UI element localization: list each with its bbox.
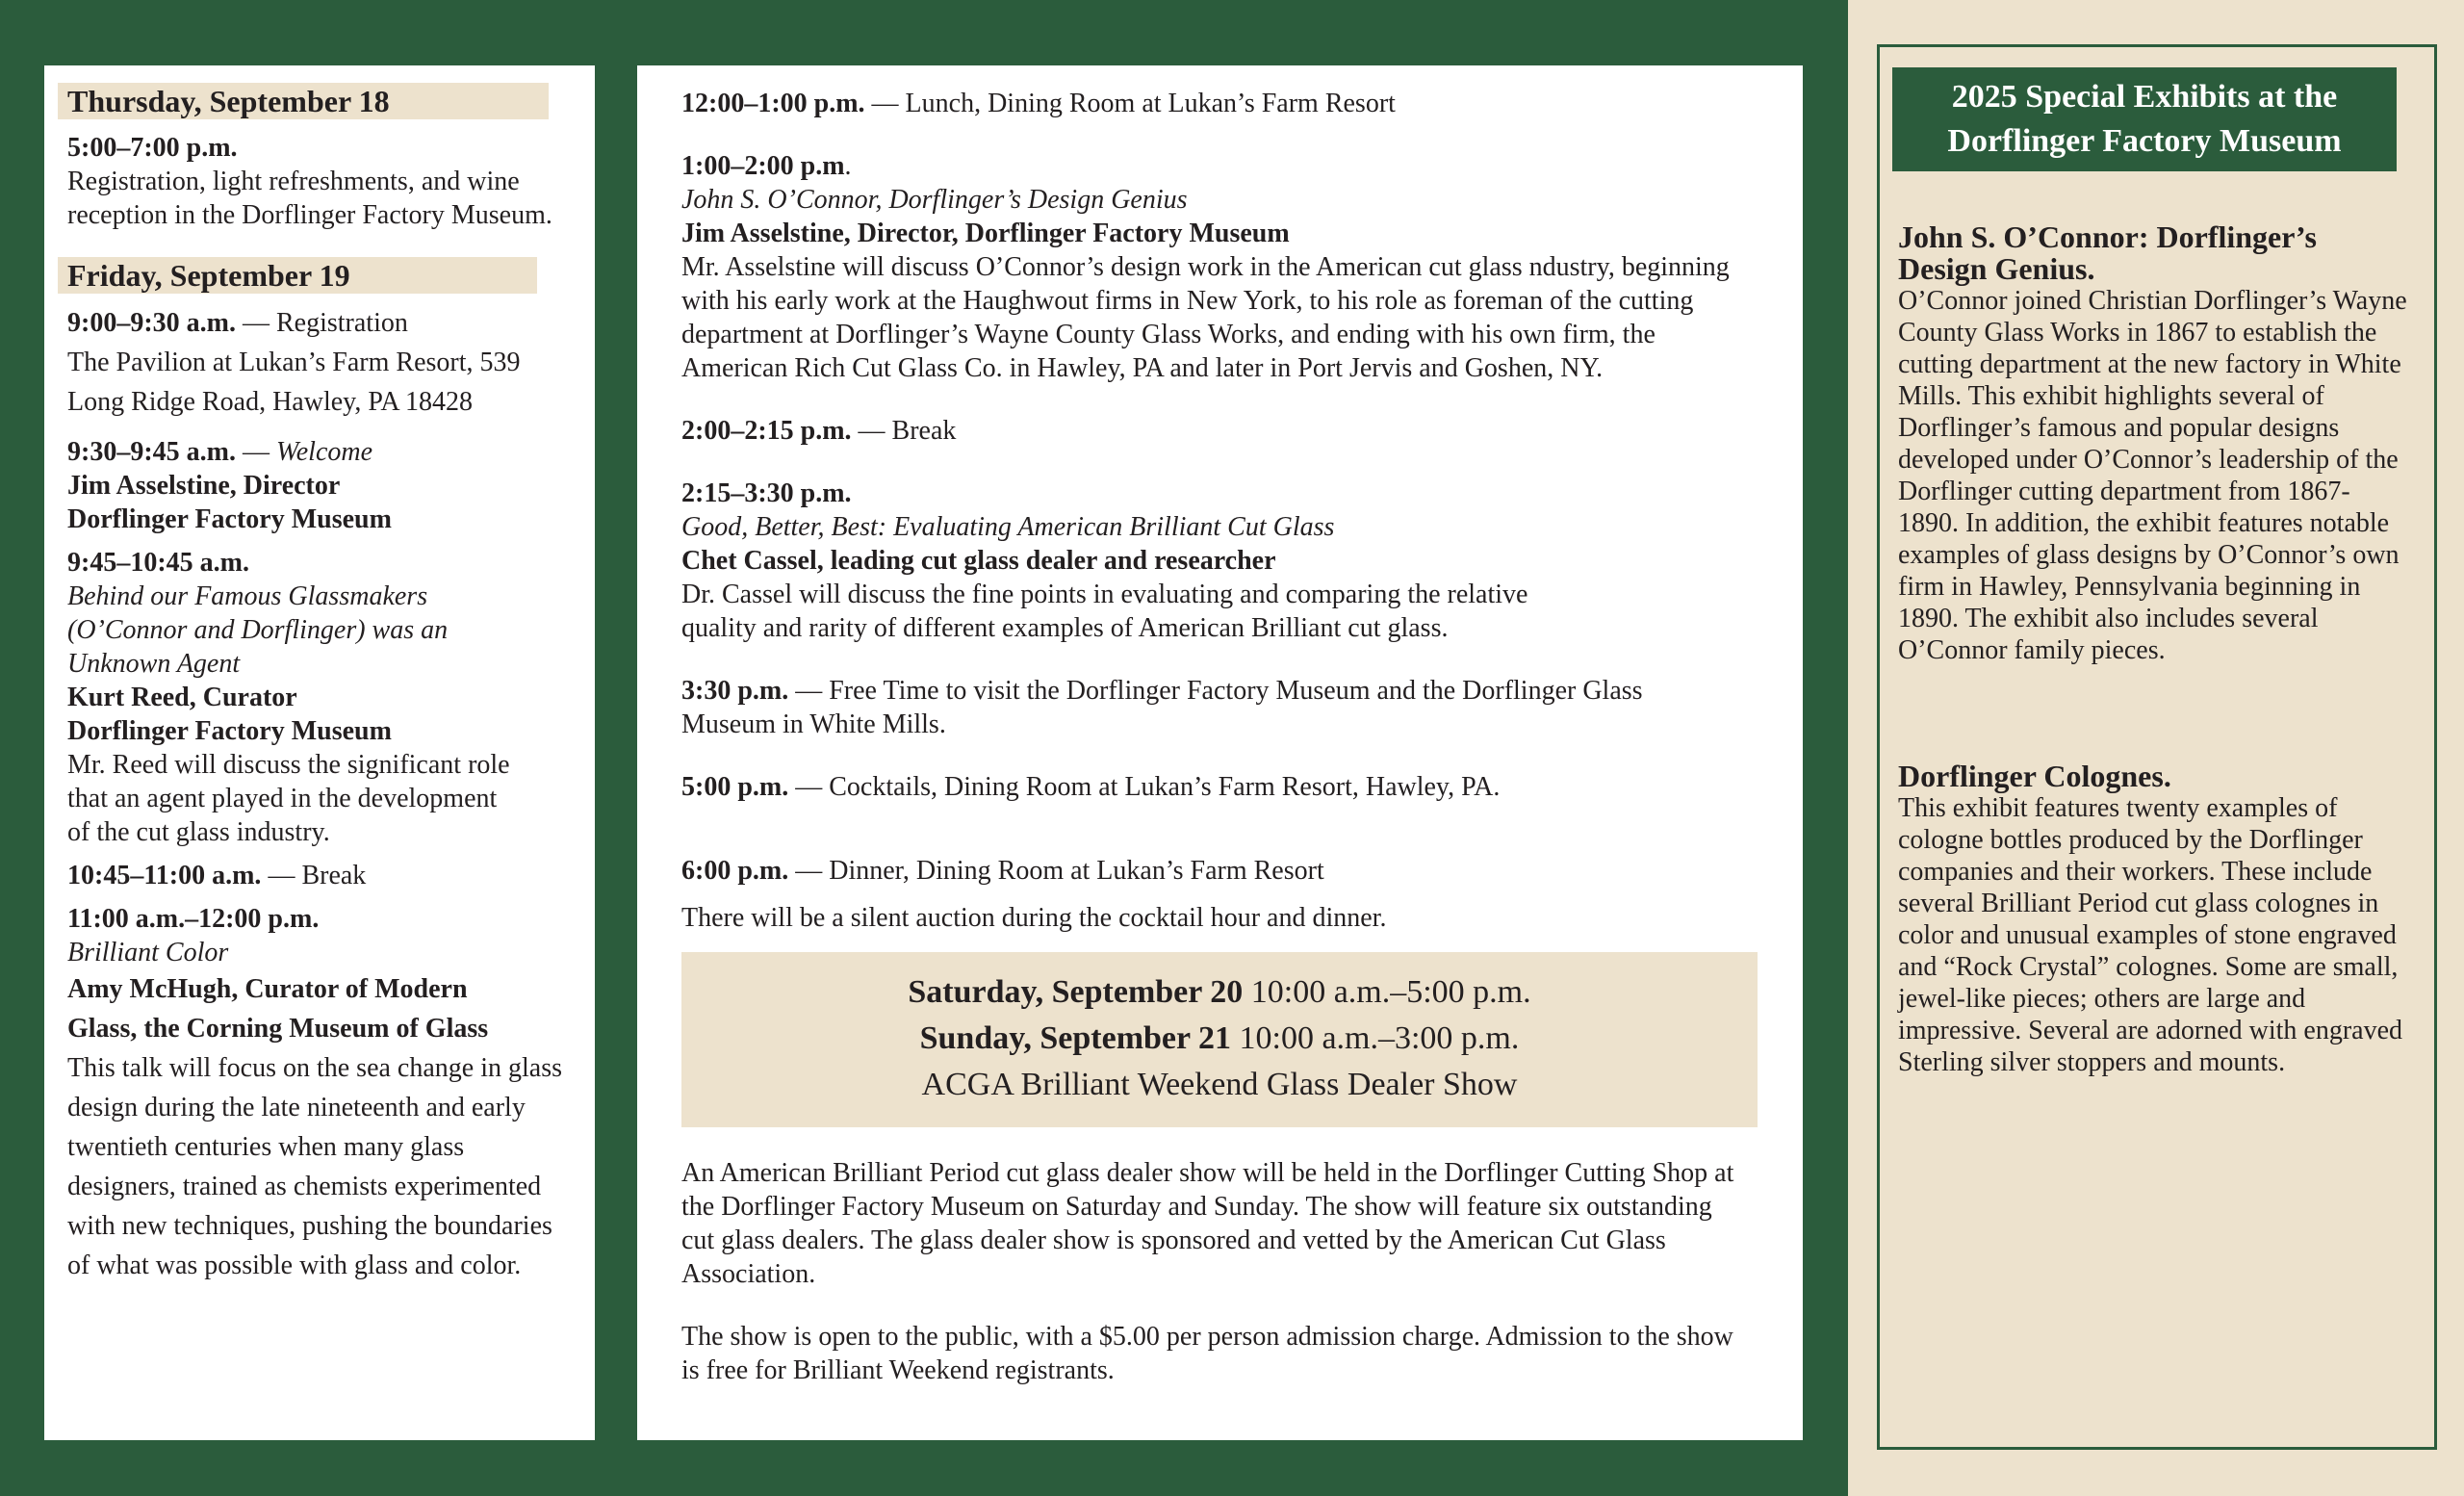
talk2-speaker-2: Glass, the Corning Museum of Glass: [67, 1014, 489, 1044]
break-line: 10:45–11:00 a.m. — Break: [67, 861, 367, 890]
saturday-line: Saturday, September 20 10:00 a.m.–5:00 p.m.: [908, 974, 1531, 1010]
talk4-desc-2: quality and rarity of different examples of American Brilliant cut glass.: [681, 613, 1449, 643]
registration-place-2: Long Ridge Road, Hawley, PA 18428: [67, 387, 474, 417]
talk2-speaker-1: Amy McHugh, Curator of Modern: [67, 974, 468, 1004]
show-description: An American Brilliant Period cut glass dealer show will be held in the Dorflinger Cutting Shop at the Dorflinger Factory Museum on Saturday and Sunday. The show will feature six outstanding cut glass dealers. The glass dealer show is sponsored and vetted by the American Cut Glass Association.: [681, 1158, 1734, 1289]
dinner-line: 6:00 p.m. — Dinner, Dining Room at Lukan’s Farm Resort: [681, 856, 1324, 886]
talk4-title: Good, Better, Best: Evaluating American Brilliant Cut Glass: [681, 512, 1335, 542]
talk1-desc: Mr. Reed will discuss the significant role that an agent played in the development of the cut glass industry.: [67, 750, 510, 847]
show-title: ACGA Brilliant Weekend Glass Dealer Show: [921, 1067, 1518, 1102]
registration-place-1: The Pavilion at Lukan’s Farm Resort, 539: [67, 348, 521, 377]
exhibit2-title: Dorflinger Colognes.: [1898, 759, 2171, 793]
welcome-speaker-2: Dorflinger Factory Museum: [67, 504, 392, 534]
exhibit2-text: This exhibit features twenty examples of cologne bottles produced by the Dorflinger companies and their workers. These include several Brilliant Period cut glass colognes in color and unusual examples of stone engraved and “Rock Crystal” colognes. Some are small, jewel-like pieces; others are large and impressive. Several are adorned with engraved Sterling silver stoppers and mounts.: [1898, 793, 2403, 1077]
talk3-speaker: Jim Asselstine, Director, Dorflinger Factory Museum: [681, 219, 1290, 248]
exhibits-body: [1898, 221, 2408, 1078]
right-column: [1848, 0, 2464, 1496]
middle-column: [637, 65, 1803, 1440]
talk4-speaker: Chet Cassel, leading cut glass dealer and researcher: [681, 546, 1276, 576]
talk3-time: 1:00–2:00 p.m.: [681, 151, 852, 181]
welcome-line: 9:30–9:45 a.m. — Welcome: [67, 437, 373, 467]
auction-line: There will be a silent auction during the cocktail hour and dinner.: [681, 903, 1387, 933]
talk4-desc-1: Dr. Cassel will discuss the fine points in evaluating and comparing the relative: [681, 580, 1528, 609]
talk2-title: Brilliant Color: [67, 938, 229, 967]
sunday-line: Sunday, September 21 10:00 a.m.–3:00 p.m.: [919, 1020, 1520, 1056]
dealer-show-banner: [681, 952, 1758, 1127]
talk4-time: 2:15–3:30 p.m.: [681, 478, 852, 508]
talk2-desc: This talk will focus on the sea change in glass design during the late nineteenth and early twentieth centuries when many glass designers, trained as chemists experimented with new techniques, pushing the boundaries of what was possible with glass and color.: [67, 1053, 562, 1280]
talk3-title: John S. O’Connor, Dorflinger’s Design Genius: [681, 185, 1188, 215]
left-column: [44, 65, 595, 1440]
show-admission: The show is open to the public, with a $5.00 per person admission charge. Admission to the show is free for Brilliant Weekend registrants.: [681, 1322, 1733, 1385]
thursday-heading: Thursday, September 18: [58, 83, 549, 119]
special-exhibits-title: 2025 Special Exhibits at the Dorflinger Factory Museum: [1892, 67, 2397, 171]
talk1-title: Behind our Famous Glassmakers (O’Connor and Dorflinger) was an Unknown Agent: [67, 581, 449, 679]
friday-heading: Friday, September 19: [58, 257, 537, 294]
cocktail-line: 5:00 p.m. — Cocktails, Dining Room at Lukan’s Farm Resort, Hawley, PA.: [681, 772, 1501, 802]
talk1-speaker-1: Kurt Reed, Curator: [67, 683, 297, 712]
talk1-time: 9:45–10:45 a.m.: [67, 548, 249, 578]
exhibit1-title: John S. O’Connor: Dorflinger’s Design Genius.: [1898, 219, 2317, 286]
welcome-speaker-1: Jim Asselstine, Director: [67, 471, 341, 501]
thursday-time: 5:00–7:00 p.m.: [67, 133, 238, 163]
lunch-line: 12:00–1:00 p.m. — Lunch, Dining Room at Lukan’s Farm Resort: [681, 89, 1396, 118]
break-line-2: 2:00–2:15 p.m. — Break: [681, 416, 957, 446]
thursday-text: Registration, light refreshments, and wine reception in the Dorflinger Factory Museum.: [67, 167, 552, 230]
exhibit1-text: O’Connor joined Christian Dorflinger’s Wayne County Glass Works in 1867 to establish the cutting department at the new factory in White Mills. This exhibit highlights several of Dorflinger’s famous and popular designs developed under O’Connor’s leadership of the Dorflinger cutting department from 1867-1890. In addition, the exhibit features notable examples of glass designs by O’Connor’s own firm in Hawley, Pennsylvania beginning in 1890. The exhibit also includes several O’Connor family pieces.: [1898, 286, 2407, 665]
talk2-time: 11:00 a.m.–12:00 p.m.: [67, 904, 320, 934]
free-time-line: 3:30 p.m. — Free Time to visit the Dorflinger Factory Museum and the Dorflinger Glass Museum in White Mills.: [681, 676, 1643, 739]
registration-line: 9:00–9:30 a.m. — Registration: [67, 308, 408, 338]
talk1-speaker-2: Dorflinger Factory Museum: [67, 716, 392, 746]
talk3-desc: Mr. Asselstine will discuss O’Connor’s design work in the American cut glass ndustry, beginning with his early work at the Haughwout firms in New York, to his role as foreman of the cutting department at Dorflinger’s Wayne County Glass Works, and ending with his own firm, the American Rich Cut Glass Co. in Hawley, PA and later in Port Jervis and Goshen, NY.: [681, 252, 1730, 383]
